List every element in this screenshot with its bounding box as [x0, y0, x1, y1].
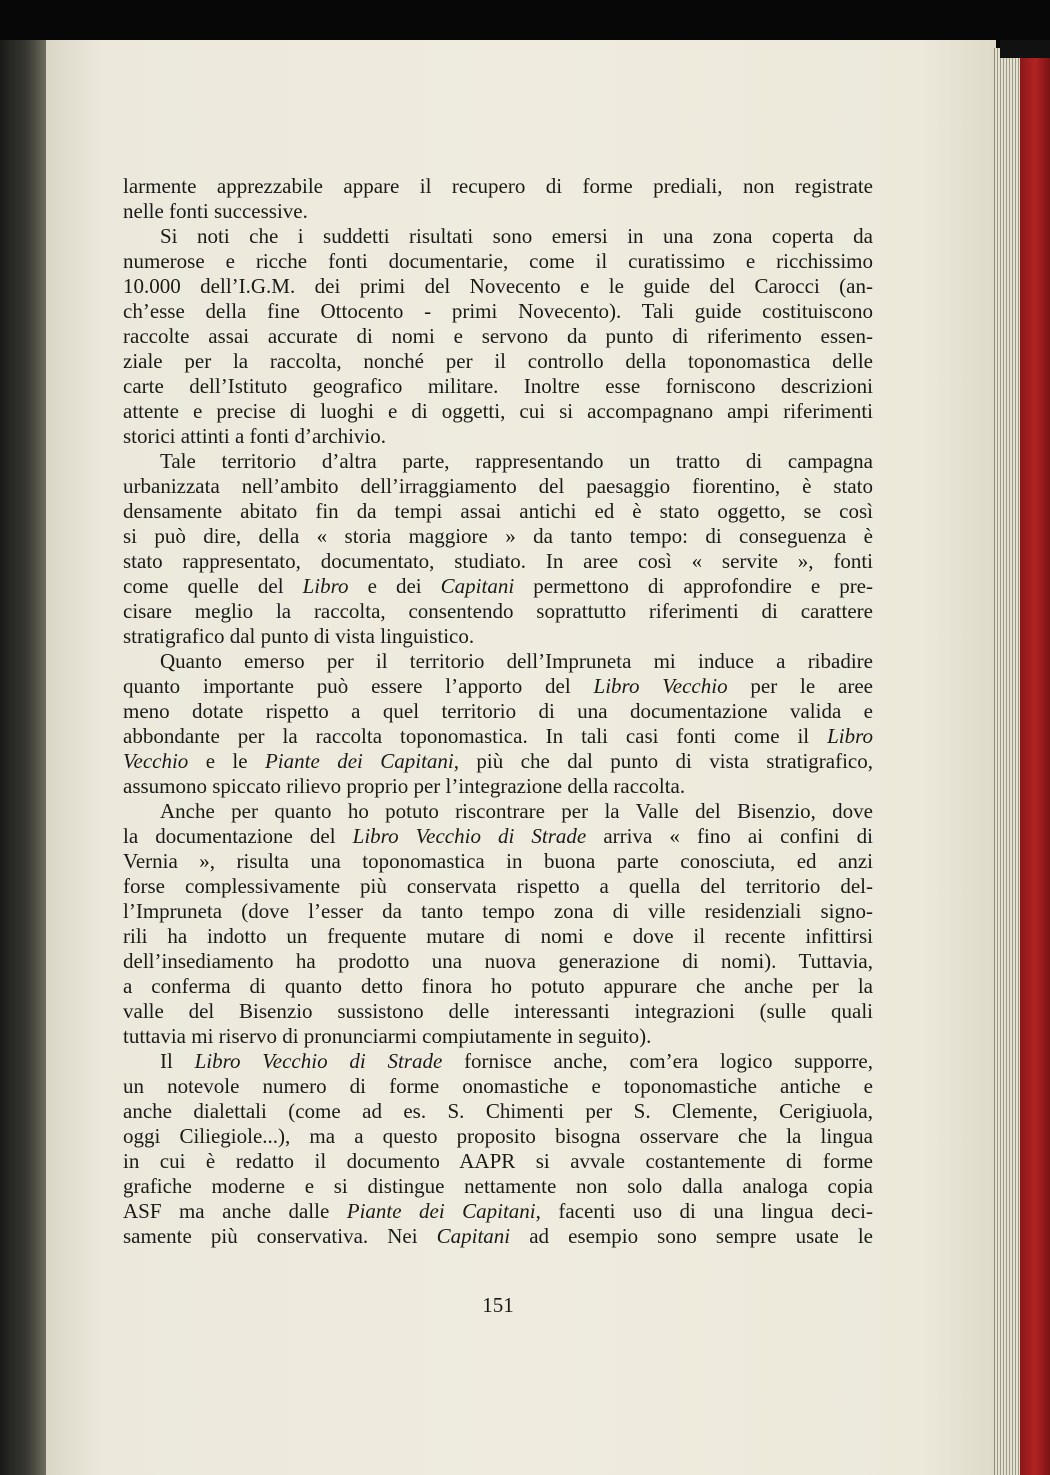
- text-line: anche dialettali (come ad es. S. Chimenti per S. Clemente, Cerigiuola,: [123, 1099, 873, 1123]
- text-line: Quanto emerso per il territorio dell’Impruneta mi induce a ribadire: [160, 649, 873, 673]
- text-line: assumono spiccato rilievo proprio per l’integrazione della raccolta.: [123, 774, 686, 798]
- text-line: cisare meglio la raccolta, consentendo soprattutto riferimenti di carattere: [123, 599, 873, 623]
- text-line: Tale territorio d’altra parte, rappresentando un tratto di campagna: [160, 449, 873, 473]
- text-line: meno dotate rispetto a quel territorio di una documentazione valida e: [123, 699, 873, 723]
- text-line: densamente abitato fin da tempi assai antichi ed è stato oggetto, se così: [123, 499, 873, 523]
- text-line: tuttavia mi riservo di pronunciarmi compiutamente in seguito).: [123, 1024, 652, 1048]
- text-line: storici attinti a fonti d’archivio.: [123, 424, 387, 448]
- text-line: dell’insediamento ha prodotto una nuova generazione di nomi). Tuttavia,: [123, 949, 873, 973]
- text-line: l’Impruneta (dove l’esser da tanto tempo zona di ville residenziali signo-: [123, 899, 873, 923]
- text-line: abbondante per la raccolta toponomastica. In tali casi fonti come il Libro: [123, 724, 873, 748]
- text-line: a conferma di quanto detto finora ho potuto appurare che anche per la: [123, 974, 873, 998]
- text-line: samente più conservativa. Nei Capitani ad esempio sono sempre usate le: [123, 1224, 874, 1248]
- text-line: Vecchio e le Piante dei Capitani, più che dal punto di vista stratigrafico,: [123, 749, 874, 773]
- cover-shadow: [1000, 40, 1050, 58]
- text-line: oggi Ciliegiole...), ma a questo proposito bisogna osservare che la lingua: [123, 1124, 873, 1148]
- text-line: in cui è redatto il documento AAPR si avvale costantemente di forme: [123, 1149, 873, 1173]
- body-text: [123, 174, 873, 1249]
- text-line: ziale per la raccolta, nonché per il controllo della toponomastica delle: [123, 349, 873, 373]
- text-line: si può dire, della « storia maggiore » da tanto tempo: di conseguenza è: [123, 524, 873, 548]
- text-line: carte dell’Istituto geografico militare. Inoltre esse forniscono descrizioni: [123, 374, 873, 398]
- text-line: quanto importante può essere l’apporto del Libro Vecchio per le aree: [123, 674, 873, 698]
- text-line: stratigrafico dal punto di vista linguistico.: [123, 624, 475, 648]
- text-line: nelle fonti successive.: [123, 199, 308, 223]
- text-line: Si noti che i suddetti risultati sono emersi in una zona coperta da: [160, 224, 873, 248]
- text-line: come quelle del Libro e dei Capitani permettono di approfondire e pre-: [123, 574, 873, 598]
- text-line: valle del Bisenzio sussistono delle interessanti integrazioni (sulle quali: [123, 999, 873, 1023]
- text-line: un notevole numero di forme onomastiche e toponomastiche antiche e: [123, 1074, 873, 1098]
- text-line: stato rappresentato, documentato, studiato. In aree così « servite », fonti: [123, 549, 873, 573]
- text-line: Anche per quanto ho potuto riscontrare per la Valle del Bisenzio, dove: [160, 799, 873, 823]
- text-line: raccolte assai accurate di nomi e servono da punto di riferimento essen-: [123, 324, 873, 348]
- text-line: numerose e ricche fonti documentarie, come il curatissimo e ricchissimo: [123, 249, 873, 273]
- text-line: rili ha indotto un frequente mutare di nomi e dove il recente infittirsi: [123, 924, 873, 948]
- page-edges: [994, 48, 1021, 1475]
- red-book-cover: [1020, 58, 1050, 1475]
- text-line: Vernia », risulta una toponomastica in buona parte conosciuta, ed anzi: [123, 849, 873, 873]
- text-line: ch’esse della fine Ottocento - primi Novecento). Tali guide costituiscono: [123, 299, 873, 323]
- text-line: 10.000 dell’I.G.M. dei primi del Novecento e le guide del Carocci (an-: [123, 274, 873, 298]
- text-line: grafiche moderne e si distingue nettamente non solo dalla analoga copia: [123, 1174, 873, 1198]
- text-line: la documentazione del Libro Vecchio di Strade arriva « fino ai confini di: [123, 824, 873, 848]
- text-line: urbanizzata nell’ambito dell’irraggiamento del paesaggio fiorentino, è stato: [123, 474, 873, 498]
- text-line: attente e precise di luoghi e di oggetti, cui si accompagnano ampi riferimenti: [123, 399, 873, 423]
- text-line: ASF ma anche dalle Piante dei Capitani, facenti uso di una lingua deci-: [123, 1199, 873, 1223]
- text-line: Il Libro Vecchio di Strade fornisce anche, com’era logico supporre,: [160, 1049, 874, 1073]
- text-line: larmente apprezzabile appare il recupero di forme prediali, non registrate: [123, 174, 873, 198]
- page-number: 151: [482, 1293, 514, 1317]
- book-gutter: [0, 40, 50, 1475]
- text-line: forse complessivamente più conservata rispetto a quella del territorio del-: [123, 874, 873, 898]
